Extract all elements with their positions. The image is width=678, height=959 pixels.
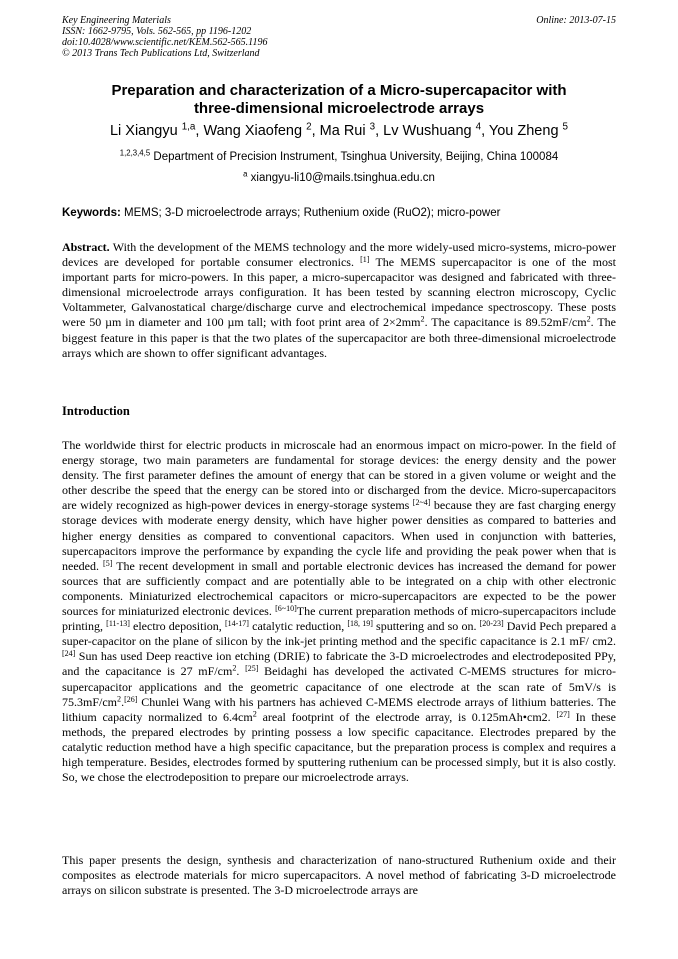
copyright-line: © 2013 Trans Tech Publications Ltd, Switzerland xyxy=(62,48,260,59)
author: Lv Wushuang $^4$, xyxy=(383,121,489,139)
affiliation: $^{1,2,3,4,5}$ Department of Precision Instrument, Tsinghua University, Beijing, China 100084 xyxy=(119,148,559,163)
author: Ma Rui $^3$, xyxy=(319,121,384,139)
journal-header xyxy=(62,15,616,59)
abstract-label: Abstract. xyxy=(62,240,110,254)
keywords xyxy=(62,206,616,220)
citation: [11-13] xyxy=(106,619,130,629)
citation: [1] xyxy=(360,255,370,265)
intro-paragraph-1: The worldwide thirst for electric products in microscale had an enormous impact on micro-power. In the field of energy storage, two main parameters are fundamental for storage devices: the energy density and the power density. The first parameter defines the amount of energy that can be stored in a given volume or weight and the other describe the speed that the energy can be stored into or discharged from the device. Micro-supercapacitors are widely recognized as high-power devices in energy-storage systems [2~4] because they are fast charging energy storage devices with moderate energy density, which have higher power densities as compared to batteries and higher energy densities as compared to conventional capacitors. When used in conjunction with batteries, supercapacitors improve the performance by expanding the cycle life and providing the peak power when that is needed. [5] The recent development in small and portable electronic devices has increased the demand for power sources that are sufficiently compact and are potentially able to be integrated on a chip with other electronic components. Miniaturized electrochemical capacitors or micro-supercapacitors are expected to be the power sources for miniaturized electronic devices. [6~10]The current preparation methods of micro-supercapacitors include printing, [11-13] electro deposition, [14-17] catalytic reduction, [18, 19] sputtering and so on. [20-23] David Pech prepared a super-capacitor on the plane of silicon by the ink-jet printing method and the specific capacitance is 2.1 mF/ cm2. [24] Sun has used Deep reactive ion etching (DRIE) to fabricate the 3-D microelectrodes and electrodeposited PPy, and the capacitance is 27 $mF/cm^2$. [25] Beidaghi has developed the activated C-MEMS structures for micro-supercapacitor applications and the geometric capacitance of one electrode at the scan rate of 5mV/s is $75.3mF/cm^2.[26]$ Chunlei Wang with his partners has achieved C-MEMS electrode arrays of lithium batteries. The lithium capacity normalized to $6.4cm^2$ areal footprint of the electrode array, is 0.125mAh•cm2. [27] In these methods, the prepared electrodes by printing possess a low specific capacitance. Electrodes prepared by the catalytic reduction method have a high specific capacitance, but the preparation process is complex and requires a high temperature. Besides, electrodes formed by sputtering ruthenium can be processed simply, but it is also costly. So, we chose the electrodeposition to prepare our microelectrode arrays. xyxy=(62,438,617,785)
author: Wang Xiaofeng $^2$, xyxy=(203,121,320,139)
keywords-label: Keywords: xyxy=(62,207,121,219)
citation: [5] xyxy=(103,558,113,568)
intro-paragraph-2: This paper presents the design, synthesis and characterization of nano-structured Ruthenium oxide and their composites as electrode materials for micro supercapacitors. A novel method of fabricating 3-D microelectrode arrays on silicon substrate is presented. The 3-D microelectrode arrays are xyxy=(62,853,616,898)
citation: [2~4] xyxy=(412,498,431,508)
citation: [20-23] xyxy=(479,619,504,629)
citation: [6~10] xyxy=(275,604,297,614)
citation: [24] xyxy=(62,649,76,659)
section-heading-introduction: Introduction xyxy=(62,404,130,418)
citation: [14-17] xyxy=(224,619,249,629)
citation: [18, 19] xyxy=(347,619,373,629)
author-list xyxy=(62,122,616,140)
author: Li Xiangyu $^{1,a}$, xyxy=(109,121,204,139)
title-line-1: Preparation and characterization of a Micro-supercapacitor with xyxy=(111,82,567,99)
doi-line: doi:10.4028/www.scientific.net/KEM.562-565.1196 xyxy=(62,37,268,48)
online-date: Online: 2013-07-15 xyxy=(536,15,616,26)
issn-line: ISSN: 1662-9795, Vols. 562-565, pp 1196-1202 xyxy=(62,26,252,37)
author: You Zheng $^5$ xyxy=(488,121,569,139)
abstract: Abstract. With the development of the MEMS technology and the more widely-used micro-systems, micro-power devices are developed for portable consumer electronics. [1] The MEMS supercapacitor is one of the most important parts for micro-powers. In this paper, a micro-supercapacitor was designed and fabricated with three-dimensional microelectrode arrays configuration. It has been tested by scanning electron microscopy, Cyclic Voltammeter, Galvanostatical charge/discharge curve and electrochemical impedance spectroscopy. These posts were 50 µm in diameter and 100 µm tall; with foot print area of $2\times 2mm^2$. The capacitance is $89.52mF/cm^2$. The biggest feature in this paper is that the two plates of the supercapacitor are both three-dimensional microelectrode arrays which are shown to offer significant advantages. xyxy=(62,240,616,360)
author-email: $^a$ xiangyu-li10@mails.tsinghua.edu.cn xyxy=(243,169,435,184)
citation: [26] xyxy=(124,694,138,704)
citation: [27] xyxy=(556,709,570,719)
title-line-2: three-dimensional microelectrode arrays xyxy=(193,100,485,117)
paper-title xyxy=(62,82,616,118)
citation: [25] xyxy=(245,664,259,674)
keywords-text: MEMS; 3-D microelectrode arrays; Ruthenium oxide (RuO2); micro-power xyxy=(124,207,501,219)
journal-name: Key Engineering Materials xyxy=(62,15,171,26)
